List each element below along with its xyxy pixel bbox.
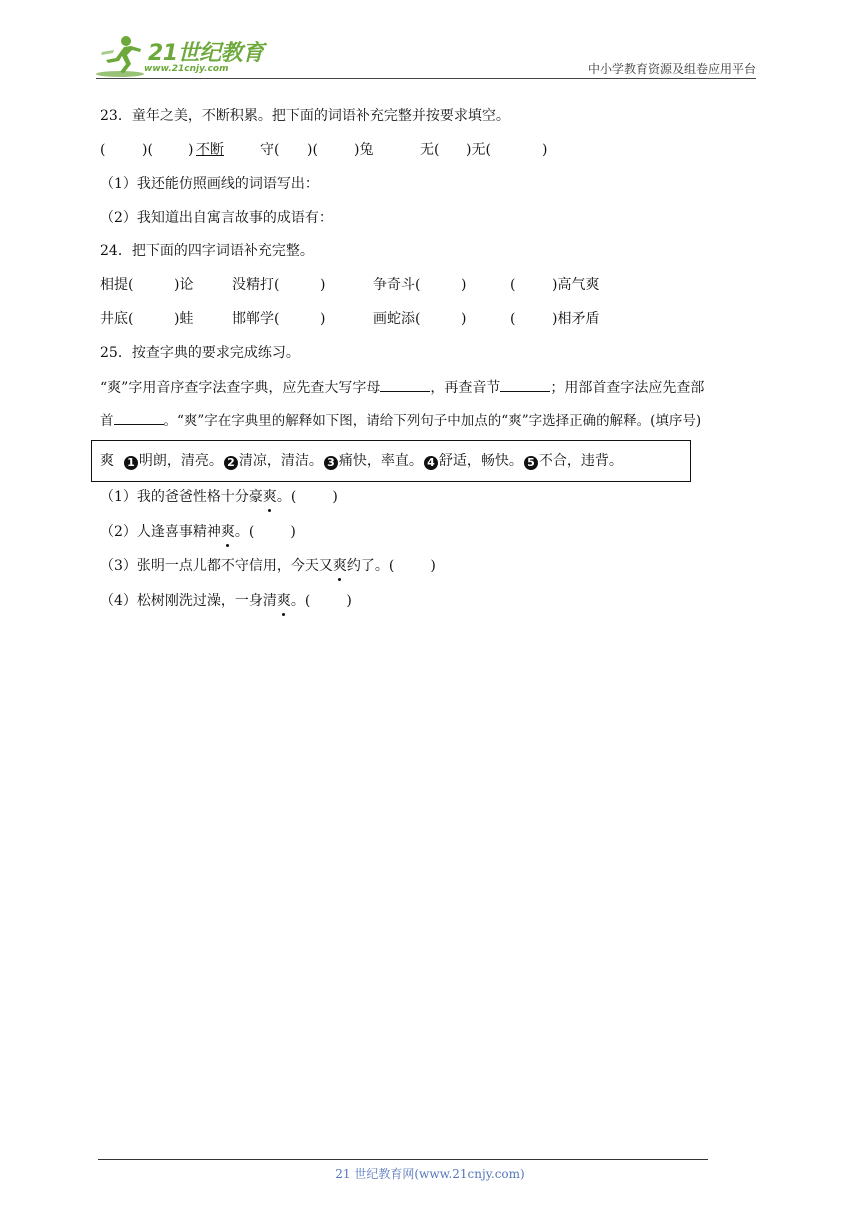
q25-line1 bbox=[100, 377, 704, 398]
sentence-text: ) bbox=[290, 524, 296, 540]
sentence-text: 。( bbox=[234, 524, 255, 540]
definition-list bbox=[100, 451, 623, 471]
q24-item: 井底( bbox=[100, 311, 134, 327]
q23-item: ( bbox=[100, 142, 106, 158]
q23-item: )兔 bbox=[354, 142, 374, 158]
dotted-char: 爽 bbox=[220, 524, 235, 540]
q23-item: 无( bbox=[420, 142, 440, 158]
dotted-char: 爽 bbox=[262, 489, 277, 505]
definition-text: 不合，违背。 bbox=[538, 453, 623, 469]
definition-text: 明朗，清亮。 bbox=[138, 453, 223, 469]
sentence-text: ) bbox=[332, 489, 338, 505]
site-logo bbox=[96, 34, 266, 80]
q25-line2-part-b: 。“爽”字在字典里的解释如下图，请给下列句子中加点的“爽”字选择正确的解释。(填序号) bbox=[163, 413, 702, 429]
q23-item: 守( bbox=[260, 142, 280, 158]
q23-underlined-word: 不断 bbox=[196, 142, 224, 158]
q23-words-row bbox=[100, 140, 660, 160]
q24-item: 争奇斗( bbox=[373, 277, 421, 293]
definition-text: 痛快，率直。 bbox=[338, 453, 423, 469]
q24-item: )论 bbox=[174, 277, 194, 293]
q25-title: 25．按查字典的要求完成练习。 bbox=[100, 345, 300, 361]
q24-item: ( bbox=[510, 311, 516, 327]
q23-item: ) bbox=[542, 142, 548, 158]
q23-item: ) bbox=[188, 142, 194, 158]
q24-item: ) bbox=[461, 311, 467, 327]
q23-item: )无( bbox=[466, 142, 491, 158]
footer-divider bbox=[98, 1159, 708, 1160]
dictionary-definition-box bbox=[91, 440, 691, 482]
q25-line2-part-a: 首 bbox=[100, 413, 114, 429]
definition-number: 5 bbox=[524, 456, 538, 470]
q23-title: 23．童年之美，不断积累。把下面的词语补充完整并按要求填空。 bbox=[100, 108, 510, 124]
answer-blank[interactable] bbox=[114, 410, 164, 425]
q25-line2 bbox=[100, 410, 701, 431]
definition-number: 3 bbox=[324, 456, 338, 470]
definition-number: 1 bbox=[124, 456, 138, 470]
q23-item: )( bbox=[307, 142, 318, 158]
dotted-char: 爽 bbox=[276, 593, 291, 609]
q24-item: ) bbox=[320, 311, 326, 327]
q24-item: )相矛盾 bbox=[552, 311, 600, 327]
logo-title: 21世纪教育 bbox=[148, 41, 264, 66]
q24-title: 24．把下面的四字词语补充完整。 bbox=[100, 243, 314, 259]
q24-row1 bbox=[100, 275, 660, 295]
dotted-char: 爽 bbox=[332, 558, 347, 574]
header-divider bbox=[96, 78, 756, 79]
definition-text: 清凉，清洁。 bbox=[238, 453, 323, 469]
q24-item: ( bbox=[510, 277, 516, 293]
q24-item: ) bbox=[461, 277, 467, 293]
sentence-text: （4）松树刚洗过澡，一身清 bbox=[100, 593, 277, 609]
sentence-text: 。( bbox=[290, 593, 311, 609]
sentence-text: 约了。( bbox=[346, 558, 395, 574]
definition-number: 2 bbox=[224, 456, 238, 470]
definition-text: 舒适，畅快。 bbox=[438, 453, 523, 469]
q24-item: )高气爽 bbox=[552, 277, 600, 293]
q24-item: 邯郸学( bbox=[232, 311, 280, 327]
q24-item: ) bbox=[320, 277, 326, 293]
q25-sentence bbox=[100, 522, 296, 542]
q23-item: )( bbox=[142, 142, 153, 158]
header-platform-name: 中小学教育资源及组卷应用平台 bbox=[587, 62, 756, 76]
q24-item: 相提( bbox=[100, 277, 134, 293]
q24-item: 没精打( bbox=[232, 277, 280, 293]
q24-item: )蛙 bbox=[174, 311, 194, 327]
dictionary-char: 爽 bbox=[100, 453, 114, 469]
q25-sentence bbox=[100, 556, 436, 576]
runner-logo-icon bbox=[96, 34, 146, 78]
definition-number: 4 bbox=[424, 456, 438, 470]
sentence-text: ) bbox=[346, 593, 352, 609]
answer-blank[interactable] bbox=[500, 377, 550, 392]
answer-blank[interactable] bbox=[380, 377, 430, 392]
q23-sub2: （2）我知道出自寓言故事的成语有： bbox=[100, 210, 333, 226]
q23-sub1: （1）我还能仿照画线的词语写出： bbox=[100, 176, 319, 192]
q25-line1-part-b: ，再查音节 bbox=[430, 380, 501, 396]
logo-url: www.21cnjy.com bbox=[144, 64, 229, 74]
sentence-text: （3）张明一点儿都不守信用，今天又 bbox=[100, 558, 333, 574]
q24-item: 画蛇添( bbox=[373, 311, 421, 327]
q25-line1-part-a: “爽”字用音序查字法查字典，应先查大写字母 bbox=[100, 380, 381, 396]
q25-sentence bbox=[100, 591, 352, 611]
footer-link[interactable]: 21 世纪教育网(www.21cnjy.com) bbox=[335, 1167, 525, 1181]
sentence-text: （2）人逢喜事精神 bbox=[100, 524, 221, 540]
q25-sentence bbox=[100, 487, 338, 507]
sentence-text: ) bbox=[430, 558, 436, 574]
sentence-text: 。( bbox=[276, 489, 297, 505]
sentence-text: （1）我的爸爸性格十分豪 bbox=[100, 489, 263, 505]
q24-row2 bbox=[100, 309, 660, 329]
q25-line1-part-c: ；用部首查字法应先查部 bbox=[550, 380, 705, 396]
